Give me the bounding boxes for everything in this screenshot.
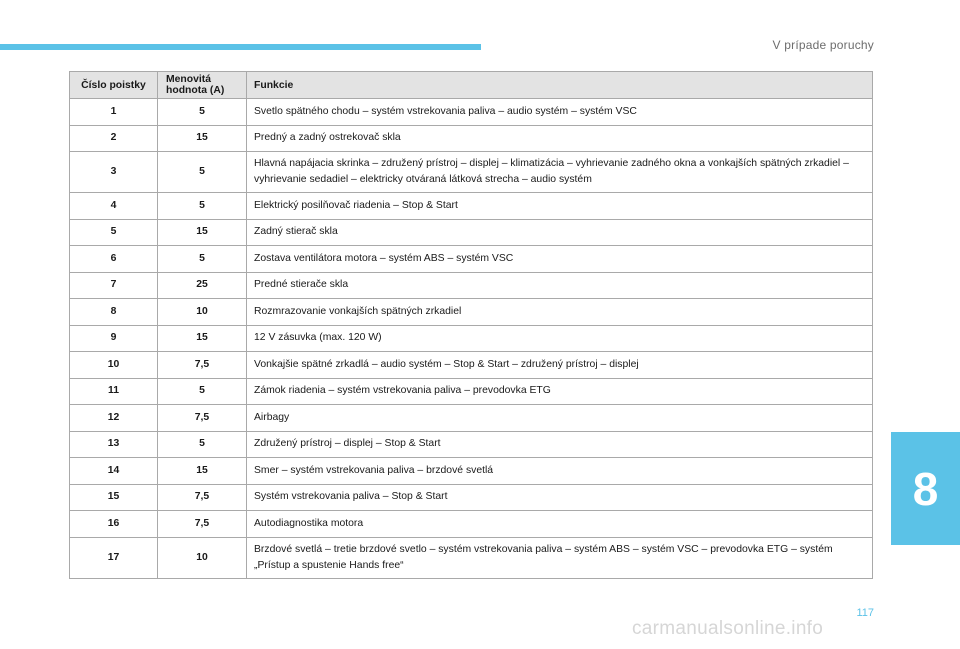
table-row (70, 193, 873, 220)
column-header-rating: Menovitá hodnota (A) (158, 72, 247, 99)
function-cell: Zámok riadenia – systém vstrekovania paliva – prevodovka ETG (247, 378, 873, 405)
table-row (70, 537, 873, 578)
table-row (70, 484, 873, 511)
fuse-number-cell: 4 (70, 193, 158, 220)
rating-cell: 10 (158, 537, 247, 578)
rating-cell: 7,5 (158, 405, 247, 432)
table-row (70, 125, 873, 152)
table-row (70, 299, 873, 326)
fuse-number-cell: 16 (70, 511, 158, 538)
rating-cell: 15 (158, 458, 247, 485)
fuse-number-cell: 11 (70, 378, 158, 405)
rating-cell: 15 (158, 325, 247, 352)
fuse-number-cell: 6 (70, 246, 158, 273)
function-cell: Brzdové svetlá – tretie brzdové svetlo – systém vstrekovania paliva – systém ABS – systém VSC – prevodovka ETG – systém „Prístup a spustenie Hands free“ (247, 537, 873, 578)
table-row (70, 352, 873, 379)
function-cell: Zadný stierač skla (247, 219, 873, 246)
rating-cell: 5 (158, 193, 247, 220)
table-row (70, 405, 873, 432)
function-cell: Vonkajšie spätné zrkadlá – audio systém – Stop & Start – združený prístroj – displej (247, 352, 873, 379)
header-accent-bar (0, 44, 481, 50)
function-cell: Elektrický posilňovač riadenia – Stop & Start (247, 193, 873, 220)
rating-cell: 10 (158, 299, 247, 326)
fuse-number-cell: 12 (70, 405, 158, 432)
fuse-number-cell: 8 (70, 299, 158, 326)
rating-cell: 5 (158, 431, 247, 458)
section-title: V prípade poruchy (772, 38, 874, 52)
rating-cell: 7,5 (158, 352, 247, 379)
table-row (70, 246, 873, 273)
function-cell: Svetlo spätného chodu – systém vstrekovania paliva – audio systém – systém VSC (247, 99, 873, 126)
function-cell: Airbagy (247, 405, 873, 432)
rating-cell: 5 (158, 378, 247, 405)
rating-cell: 7,5 (158, 511, 247, 538)
fuse-number-cell: 5 (70, 219, 158, 246)
table-row (70, 378, 873, 405)
function-cell: Predný a zadný ostrekovač skla (247, 125, 873, 152)
function-cell: Zostava ventilátora motora – systém ABS – systém VSC (247, 246, 873, 273)
fuse-number-cell: 9 (70, 325, 158, 352)
function-cell: Hlavná napájacia skrinka – združený prístroj – displej – klimatizácia – vyhrievanie zadného okna a vonkajších spätných zrkadiel – vyhrievanie sedadiel – elektricky otváraná látková strecha – audio systém (247, 152, 873, 193)
fuse-number-cell: 1 (70, 99, 158, 126)
fuse-number-cell: 13 (70, 431, 158, 458)
fuse-number-cell: 14 (70, 458, 158, 485)
table-row (70, 272, 873, 299)
table-body (70, 99, 873, 579)
rating-cell: 15 (158, 219, 247, 246)
function-cell: Smer – systém vstrekovania paliva – brzdové svetlá (247, 458, 873, 485)
watermark: carmanualsonline.info (632, 618, 824, 639)
fuse-number-cell: 7 (70, 272, 158, 299)
table-row (70, 219, 873, 246)
function-cell: Predné stierače skla (247, 272, 873, 299)
table-row (70, 431, 873, 458)
function-cell: Systém vstrekovania paliva – Stop & Start (247, 484, 873, 511)
function-cell: Autodiagnostika motora (247, 511, 873, 538)
fuse-number-cell: 10 (70, 352, 158, 379)
table-row (70, 511, 873, 538)
page-number: 117 (856, 607, 874, 619)
rating-cell: 15 (158, 125, 247, 152)
table-row (70, 152, 873, 193)
function-cell: 12 V zásuvka (max. 120 W) (247, 325, 873, 352)
fuse-number-cell: 2 (70, 125, 158, 152)
rating-cell: 7,5 (158, 484, 247, 511)
rating-cell: 25 (158, 272, 247, 299)
chapter-tab (891, 432, 960, 545)
column-header-fuse-number: Číslo poistky (70, 72, 158, 99)
fuse-number-cell: 17 (70, 537, 158, 578)
fuse-table (69, 71, 873, 579)
function-cell: Rozmrazovanie vonkajších spätných zrkadiel (247, 299, 873, 326)
table-row (70, 325, 873, 352)
fuse-number-cell: 15 (70, 484, 158, 511)
table-row (70, 99, 873, 126)
table-header-row (70, 72, 873, 99)
fuse-number-cell: 3 (70, 152, 158, 193)
rating-cell: 5 (158, 152, 247, 193)
column-header-functions: Funkcie (247, 72, 873, 99)
rating-cell: 5 (158, 99, 247, 126)
chapter-number: 8 (912, 462, 939, 515)
function-cell: Združený prístroj – displej – Stop & Start (247, 431, 873, 458)
rating-cell: 5 (158, 246, 247, 273)
table-row (70, 458, 873, 485)
